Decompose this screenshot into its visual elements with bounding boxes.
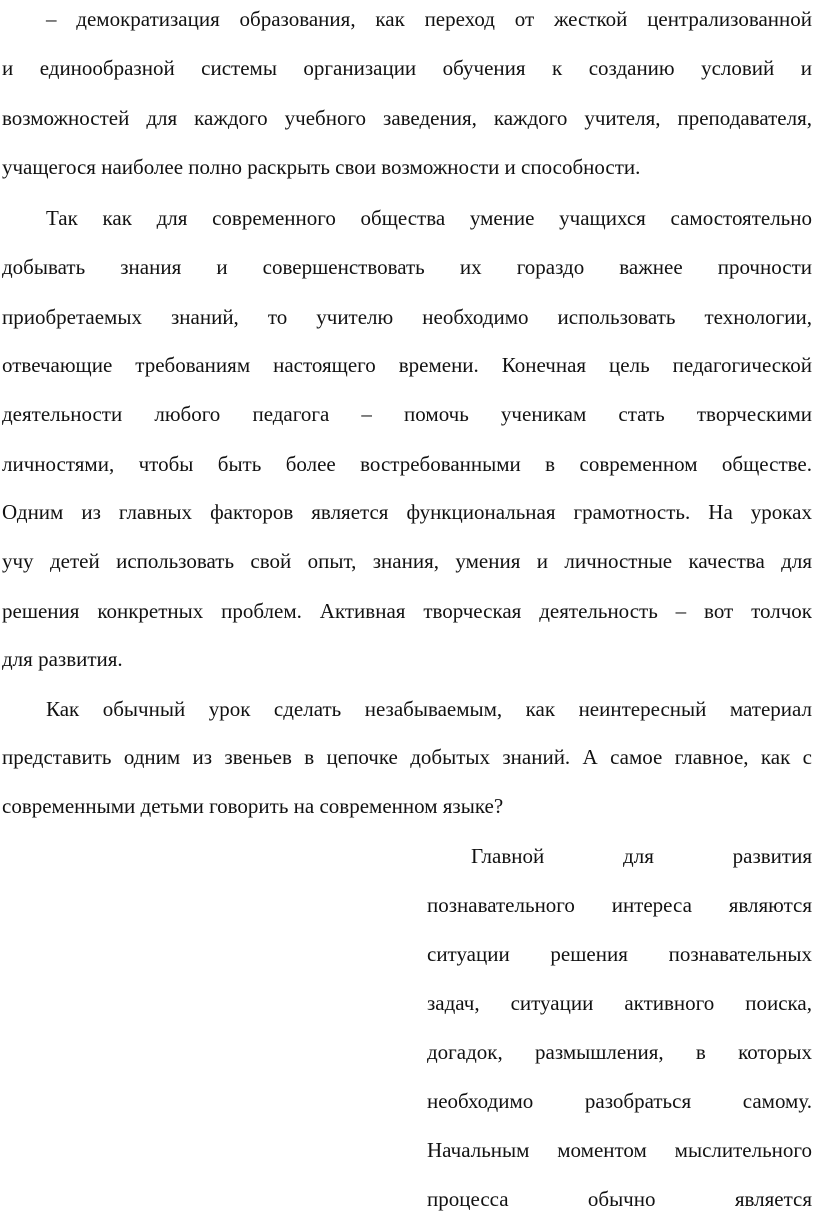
- text-line: добывать знания и совершенствовать их гораздо важнее прочности: [2, 255, 812, 279]
- text-line: познавательного интереса являются: [427, 893, 812, 917]
- text-line: деятельности любого педагога – помочь ученикам стать творческими: [2, 402, 812, 426]
- text-line: представить одним из звеньев в цепочке добытых знаний. А самое главное, как с: [2, 745, 812, 769]
- text-line: личностями, чтобы быть более востребованными в современном обществе.: [2, 452, 812, 476]
- text-line: Начальным моментом мыслительного: [427, 1138, 812, 1162]
- text-line: Как обычный урок сделать незабываемым, как неинтересный материал: [46, 697, 812, 721]
- text-line: возможностей для каждого учебного заведения, каждого учителя, преподавателя,: [2, 106, 812, 130]
- text-line: Главной для развития: [471, 844, 812, 868]
- text-line: ситуации решения познавательных: [427, 942, 812, 966]
- text-line: учащегося наиболее полно раскрыть свои возможности и способности.: [2, 155, 641, 179]
- text-line: Так как для современного общества умение учащихся самостоятельно: [46, 206, 812, 230]
- text-line: для развития.: [2, 647, 123, 671]
- text-line: и единообразной системы организации обучения к созданию условий и: [2, 56, 812, 80]
- text-line: отвечающие требованиям настоящего времени. Конечная цель педагогической: [2, 353, 812, 377]
- text-line: необходимо разобраться самому.: [427, 1089, 812, 1113]
- text-line: учу детей использовать свой опыт, знания, умения и личностные качества для: [2, 549, 812, 573]
- text-line: – демократизация образования, как переход от жесткой централизованной: [46, 7, 812, 31]
- text-line: приобретаемых знаний, то учителю необходимо использовать технологии,: [2, 305, 812, 329]
- text-line: догадок, размышления, в которых: [427, 1040, 812, 1064]
- text-line: процесса обычно является: [427, 1187, 812, 1211]
- text-line: решения конкретных проблем. Активная творческая деятельность – вот толчок: [2, 599, 812, 623]
- text-line: Одним из главных факторов является функциональная грамотность. На уроках: [2, 500, 812, 524]
- text-line: современными детьми говорить на современном языке?: [2, 794, 504, 818]
- text-line: задач, ситуации активного поиска,: [427, 991, 812, 1015]
